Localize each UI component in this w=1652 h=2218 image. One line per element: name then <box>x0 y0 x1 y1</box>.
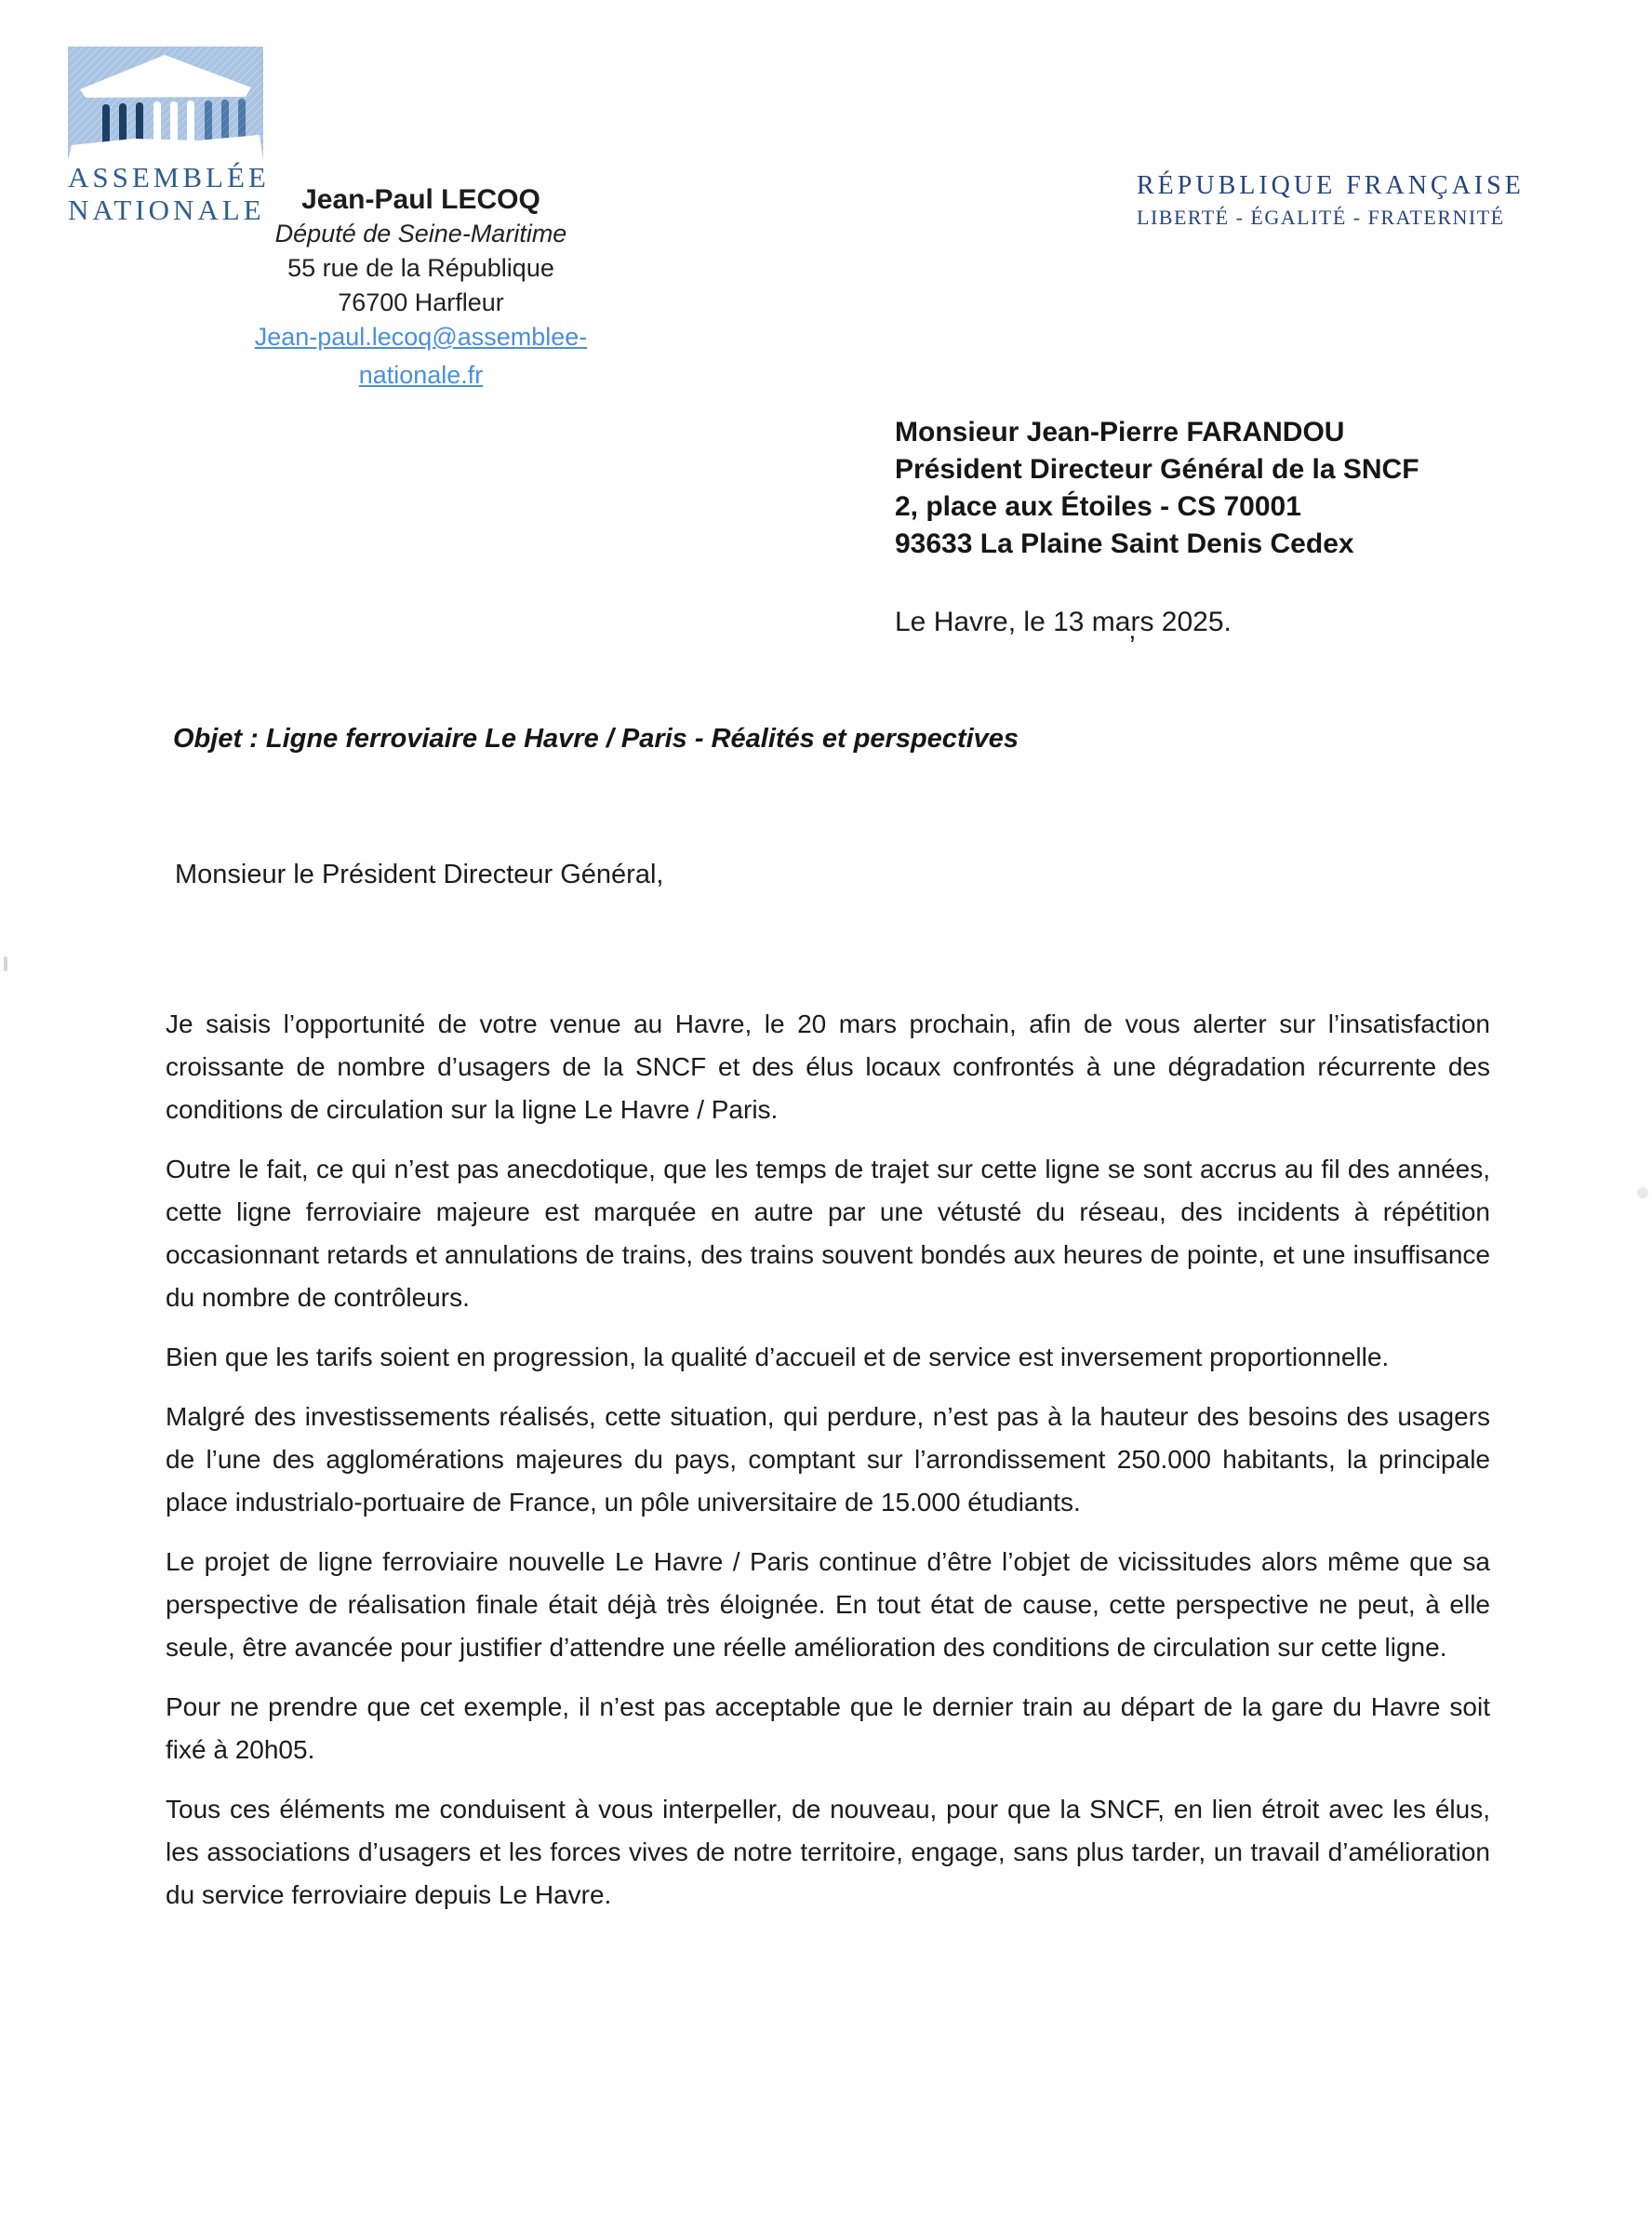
salutation: Monsieur le Président Directeur Général, <box>175 860 664 889</box>
org-name-line2: NATIONALE <box>68 194 265 226</box>
sender-title: Député de Seine-Maritime <box>274 220 567 247</box>
paragraph-4: Malgré des investissements réalisés, cette situation, qui perdure, n’est pas à la hauteur des besoins des usagers de l’une des agglomérations majeures du pays, comptant sur l’arrondissement 250.000 habitants, la principale place industrialo-portuaire de France, un pôle universitaire de 15.000 étudiants. <box>166 1402 1490 1517</box>
letter-body <box>166 1003 1490 1933</box>
recipient-block <box>895 414 1419 563</box>
republic-line1: RÉPUBLIQUE FRANÇAISE <box>1137 171 1525 200</box>
assemblee-nationale-logo <box>68 47 263 160</box>
paragraph-3: Bien que les tarifs soient en progression, la qualité d’accueil et de service est inversement proportionnelle. <box>166 1343 1390 1371</box>
recipient-street: 2, place aux Étoiles - CS 70001 <box>895 491 1301 522</box>
paragraph-5: Le projet de ligne ferroviaire nouvelle Le Havre / Paris continue d’être l’objet de vicissitudes alors même que sa perspective de réalisation finale était déjà très éloignée. En tout état de cause, cette perspective ne peut, à elle seule, être avancée pour justifier d’attendre une réelle amélioration des conditions de circulation sur cette ligne. <box>166 1547 1490 1662</box>
scan-artifact-left-edge <box>4 956 7 971</box>
paragraph-6: Pour ne prendre que cet exemple, il n’est pas acceptable que le dernier train au départ de la gare du Havre soit fixé à 20h05. <box>166 1692 1490 1764</box>
sender-address-street: 55 rue de la République <box>287 254 554 282</box>
dateline: Le Havre, le 13 mars 2025. <box>895 607 1232 637</box>
republic-block <box>1137 169 1546 233</box>
recipient-name: Monsieur Jean-Pierre FARANDOU <box>895 417 1345 448</box>
sender-address-city: 76700 Harfleur <box>338 288 504 316</box>
paragraph-1: Je saisis l’opportunité de votre venue au Havre, le 20 mars prochain, afin de vous alerter sur l’insatisfaction croissante de nombre d’usagers de la SNCF et des élus locaux confrontés à une dégradation récurrente des conditions de circulation sur la ligne Le Havre / Paris. <box>166 1009 1490 1124</box>
paragraph-2: Outre le fait, ce qui n’est pas anecdotique, que les temps de trajet sur cette ligne se sont accrus au fil des années, cette ligne ferroviaire majeure est marquée en autre par une vétusté du réseau, des incidents à répétition occasionnant retards et annulations de trains, des trains souvent bondés aux heures de pointe, et une insuffisance du nombre de contrôleurs. <box>166 1155 1490 1312</box>
recipient-title: Président Directeur Général de la SNCF <box>895 454 1419 485</box>
org-name-line1: ASSEMBLÉE <box>68 161 270 194</box>
paragraph-7: Tous ces éléments me conduisent à vous interpeller, de nouveau, pour que la SNCF, en lien étroit avec les élus, les associations d’usagers et les forces vives de notre territoire, engage, sans plus tarder, un travail d’amélioration du service ferroviaire depuis Le Havre. <box>166 1795 1490 1909</box>
scan-artifact-stray-mark: ’ <box>1129 631 1136 661</box>
republic-motto: LIBERTÉ - ÉGALITÉ - FRATERNITÉ <box>1137 206 1505 229</box>
scan-artifact-right-edge <box>1637 1187 1648 1198</box>
sender-email-link[interactable]: Jean-paul.lecoq@assemblee-nationale.fr <box>254 323 588 389</box>
sender-block <box>195 182 646 396</box>
subject-line: Objet : Ligne ferroviaire Le Havre / Paris - Réalités et perspectives <box>173 724 1019 754</box>
recipient-city: 93633 La Plaine Saint Denis Cedex <box>895 528 1354 559</box>
sender-name: Jean-Paul LECOQ <box>301 184 540 215</box>
